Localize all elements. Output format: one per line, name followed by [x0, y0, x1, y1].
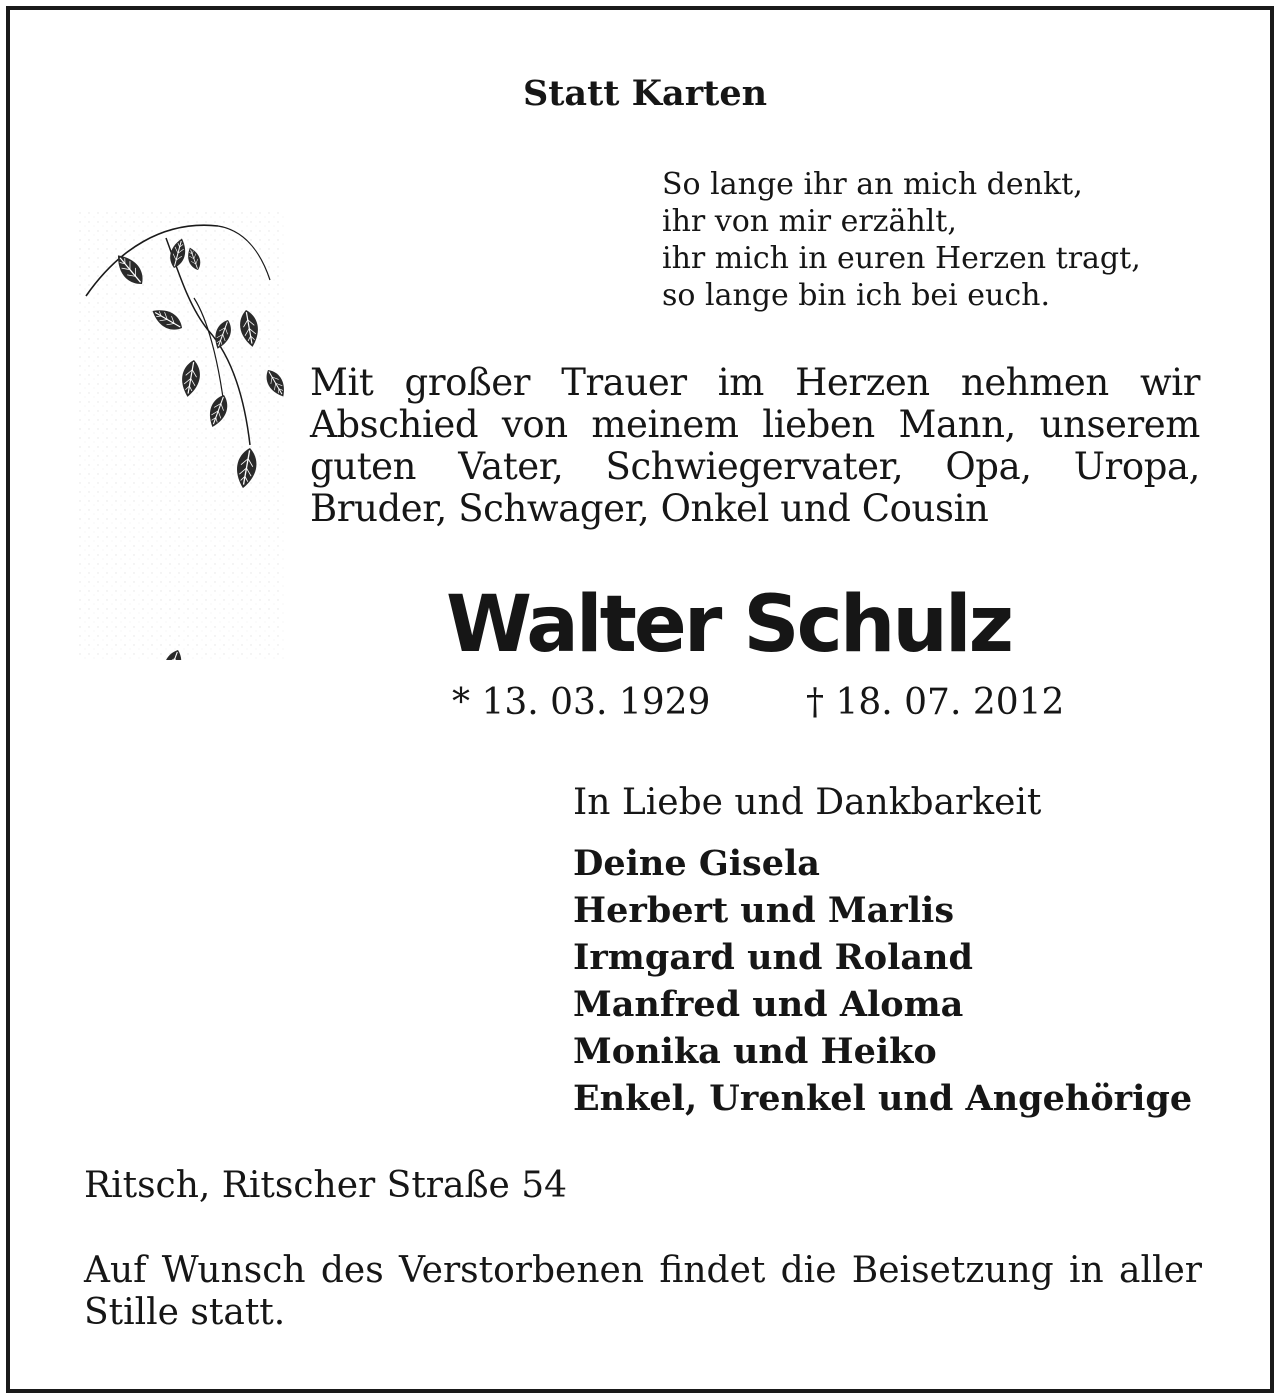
poem: [662, 166, 1141, 314]
poem-line: So lange ihr an mich denkt,: [662, 167, 1083, 202]
intro-paragraph: Mit großer Trauer im Herzen nehmen wir Abschied von meinem lieben Mann, unserem guten Vater, Schwiegervater, Opa, Uropa, Bruder, Schwager, Onkel und Cousin: [310, 361, 1200, 530]
family-member: Irmgard und Roland: [573, 937, 973, 978]
family-member: Deine Gisela: [573, 843, 820, 884]
birch-branch-icon: [78, 210, 286, 660]
poem-line: ihr von mir erzählt,: [662, 204, 957, 239]
family-member: Monika und Heiko: [573, 1031, 937, 1072]
closing-line: In Liebe und Dankbarkeit: [573, 782, 1042, 823]
death-date: † 18. 07. 2012: [806, 682, 1065, 723]
family-member: Herbert und Marlis: [573, 890, 955, 931]
family-list: [573, 840, 1192, 1122]
funeral-notice: Auf Wunsch des Verstorbenen findet die Beisetzung in aller Stille statt.: [84, 1250, 1202, 1333]
poem-line: so lange bin ich bei euch.: [662, 278, 1051, 313]
obituary-card: [6, 6, 1274, 1393]
family-member: Enkel, Urenkel und Angehörige: [573, 1078, 1193, 1119]
birth-date: * 13. 03. 1929: [452, 682, 711, 723]
address: Ritsch, Ritscher Straße 54: [84, 1165, 568, 1206]
header-statt-karten: Statt Karten: [522, 73, 768, 114]
poem-line: ihr mich in euren Herzen tragt,: [662, 241, 1141, 276]
family-member: Manfred und Aloma: [573, 984, 964, 1025]
deceased-name: Walter Schulz: [446, 580, 1012, 670]
